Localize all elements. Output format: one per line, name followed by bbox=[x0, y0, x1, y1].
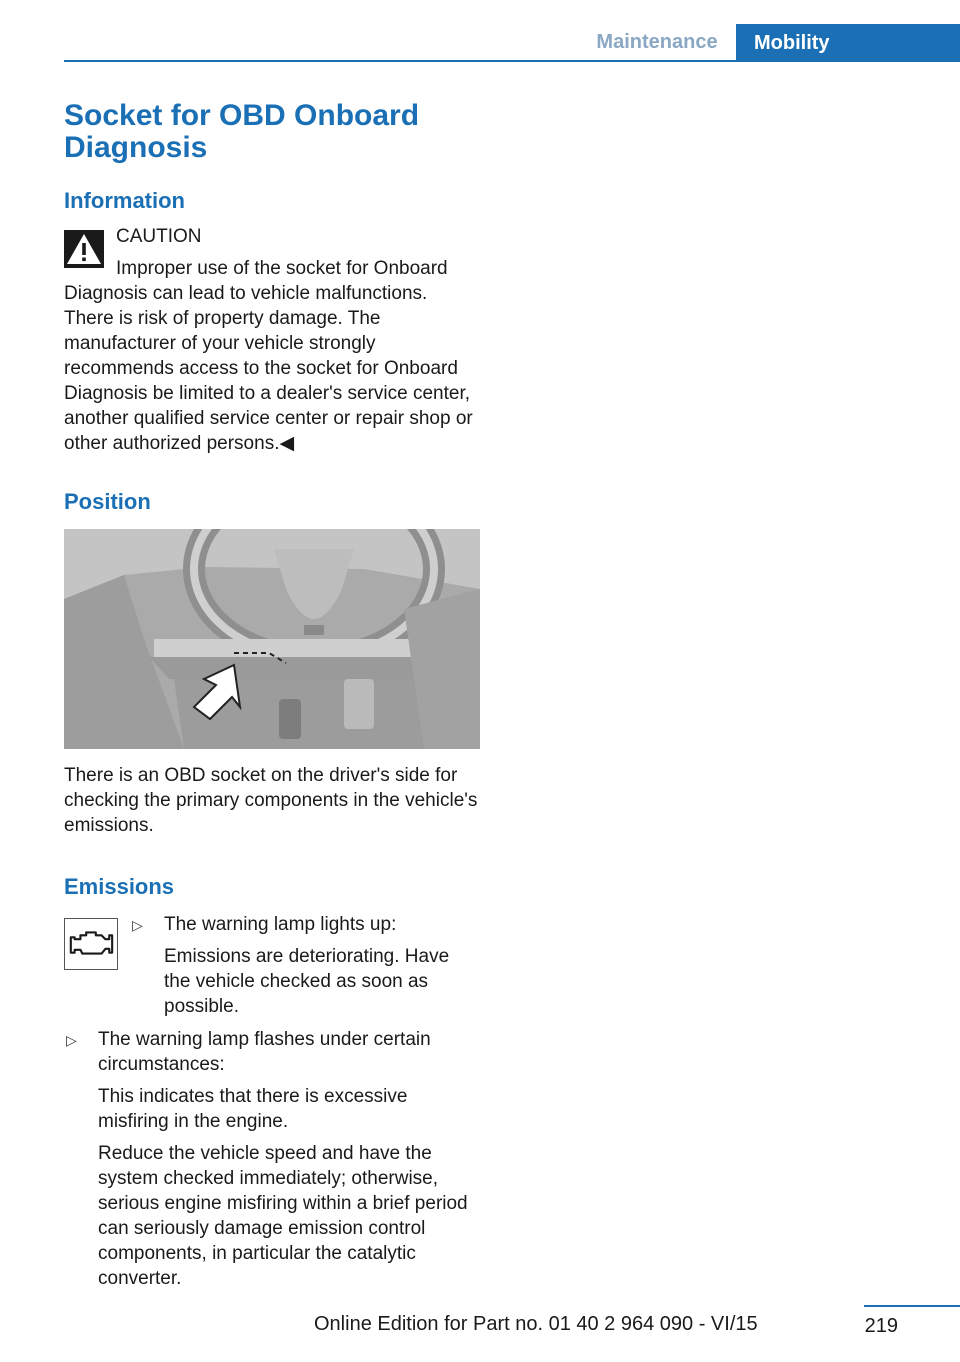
list-item-lead: The warning lamp lights up: bbox=[164, 914, 397, 935]
list-item-lead: The warning lamp flashes under certain circumstances: bbox=[98, 1029, 431, 1075]
list-item-detail: Emissions are deteriorating. Have the vehicle checked as soon as possible. bbox=[164, 946, 450, 1017]
emissions-list-lamp-flashes bbox=[64, 1027, 480, 1291]
caution-text: Improper use of the socket for Onboard Diagnosis can lead to vehicle malfunctions. There is risk of property damage. The manufacturer of your vehicle strongly recommends access to the socket for Onboard Diagnosis be limited to a dealer's service center, another qualified service center or repair shop or other authorized persons.◀ bbox=[64, 258, 473, 454]
bullet-triangle-icon: ▷ bbox=[66, 1032, 77, 1048]
tab-mobility[interactable]: Mobility bbox=[736, 24, 960, 62]
header-rule bbox=[64, 60, 960, 62]
edition-text: Online Edition for Part no. 01 40 2 964 090 - VI/15 bbox=[314, 1313, 758, 1335]
emissions-heading: Emissions bbox=[64, 874, 175, 899]
position-heading: Position bbox=[64, 489, 151, 514]
engine-warning-icon bbox=[64, 918, 118, 970]
obd-position-figure bbox=[64, 529, 480, 749]
position-text: There is an OBD socket on the driver's side for checking the primary components in the vehicle's emissions. bbox=[64, 765, 478, 836]
list-item-detail-text: Reduce the vehicle speed and have the system checked immediately; otherwise, serious engine misfiring within a brief period can seriously damage emission control components, in particular the catalytic converter. bbox=[98, 1143, 468, 1289]
list-item bbox=[64, 1027, 480, 1291]
caution-block bbox=[64, 224, 480, 456]
tab-maintenance[interactable]: Maintenance bbox=[596, 31, 718, 53]
list-item-detail: This indicates that there is excessive misfiring in the engine. bbox=[98, 1086, 408, 1132]
caution-label: CAUTION bbox=[116, 226, 202, 247]
warning-triangle-icon bbox=[64, 230, 104, 268]
information-heading: Information bbox=[64, 188, 185, 213]
emissions-row bbox=[64, 912, 480, 1019]
page-title: Socket for OBD Onboard Diagnosis bbox=[64, 99, 420, 164]
footer-rule bbox=[864, 1305, 960, 1307]
emissions-list-lamp-on bbox=[130, 912, 480, 1019]
page-number: 219 bbox=[864, 1315, 898, 1337]
bullet-triangle-icon: ▷ bbox=[132, 917, 143, 933]
left-column bbox=[64, 100, 480, 1291]
list-item bbox=[130, 912, 480, 1019]
list-item-detail bbox=[98, 1141, 480, 1291]
